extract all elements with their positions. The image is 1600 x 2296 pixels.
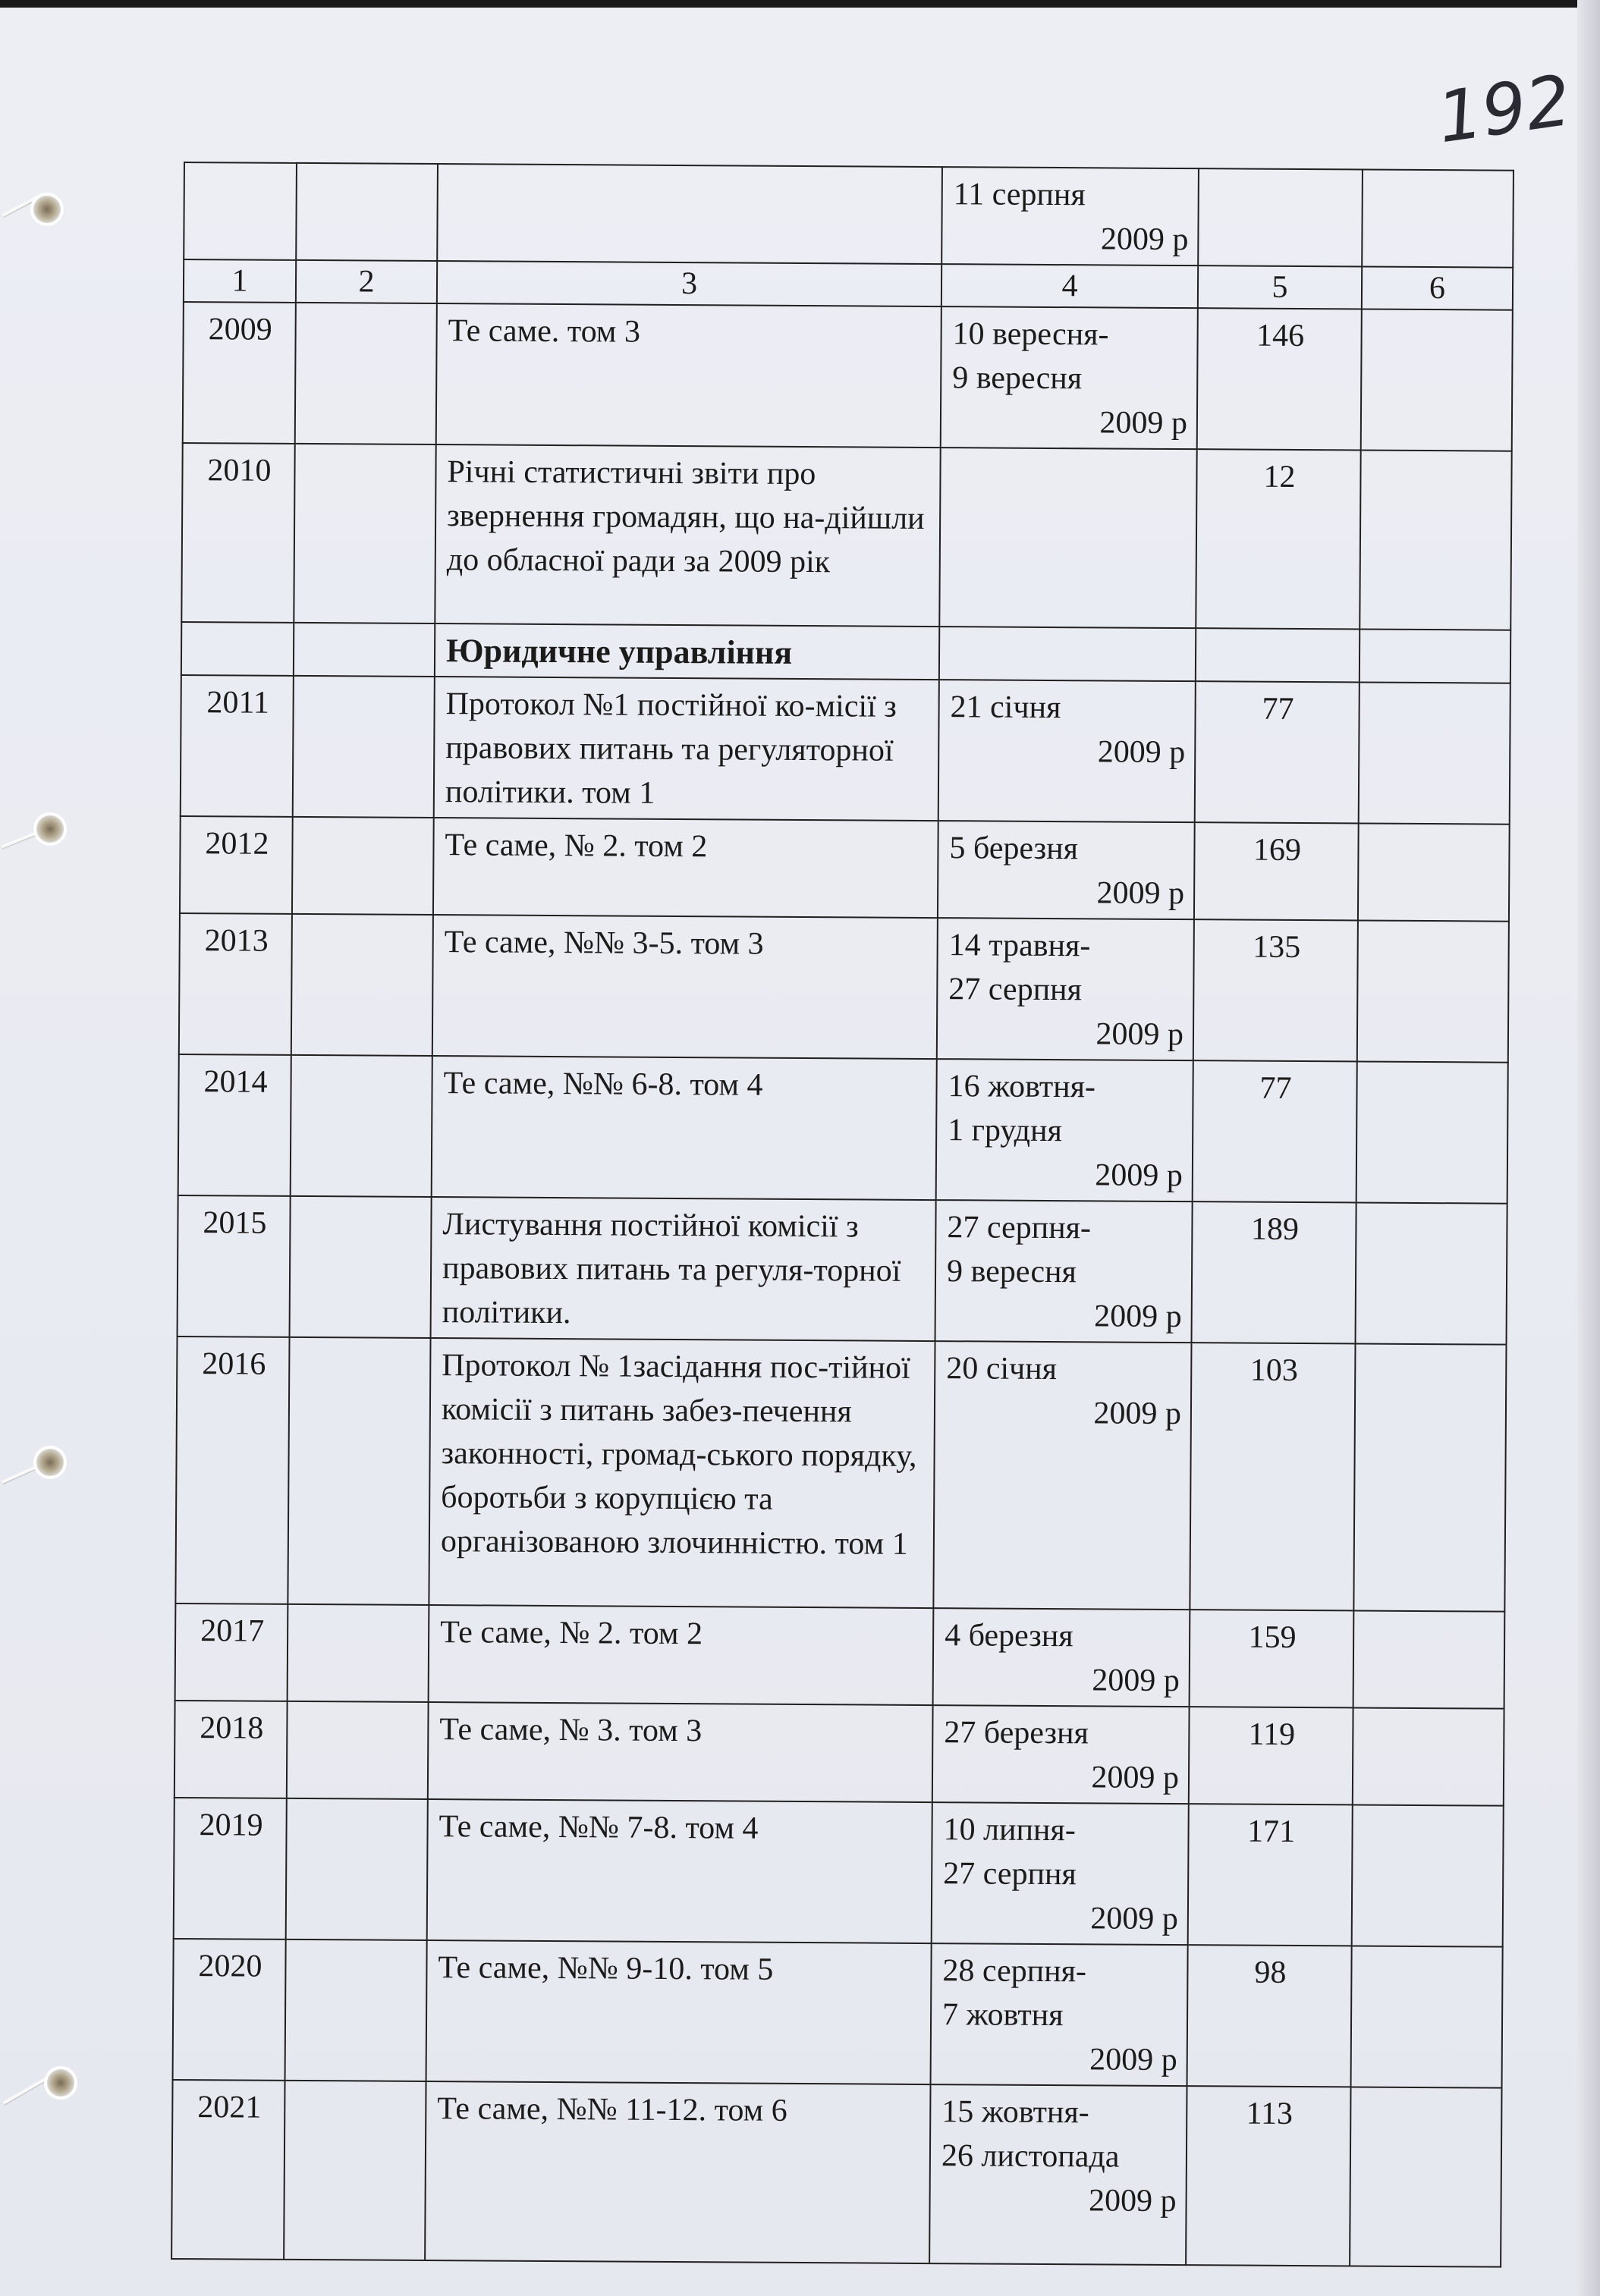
column-number: 1 [184, 259, 296, 303]
date-line: 10 липня- [943, 1812, 1076, 1848]
cell-sheets: 159 [1190, 1610, 1354, 1707]
cell-id: 2012 [180, 816, 293, 914]
cell-index [288, 1337, 430, 1605]
cell-title: Те саме, №№ 7-8. том 4 [427, 1799, 932, 1943]
cell-title: Те саме, №№ 6-8. том 4 [432, 1056, 937, 1200]
cell-index [286, 1798, 428, 1940]
cell-title: Протокол №1 постійної ко-місії з правових питань та регуляторної політики. том 1 [434, 677, 939, 821]
cell-index [294, 444, 435, 623]
date-line: 15 жовтня- [941, 2094, 1089, 2131]
cell-dates [936, 1059, 1193, 1201]
scan-top-edge [0, 0, 1600, 8]
table-row [178, 1054, 1508, 1204]
date-line: 26 листопада [941, 2138, 1120, 2175]
section-title: Юридичне управління [435, 623, 939, 680]
date-year: 2009 р [1092, 1663, 1180, 1699]
date-year: 2009 р [1094, 1299, 1182, 1335]
cell-title: Те саме, №№ 11-12. том 6 [425, 2081, 930, 2263]
binding-hole [33, 196, 61, 223]
cell-sheets: 98 [1187, 1945, 1352, 2087]
date-line: 27 серпня [948, 972, 1083, 1008]
cell-title: Те саме, №№ 9-10. том 5 [426, 1940, 932, 2084]
date-line: 16 жовтня- [948, 1069, 1096, 1105]
date-year: 2009 р [1093, 1396, 1182, 1432]
handwritten-page-number: 192 [1432, 59, 1576, 159]
column-number: 3 [437, 261, 941, 306]
date-line: 7 жовтня [941, 1997, 1064, 2034]
cell-title: Те саме, № 2. том 2 [433, 818, 938, 918]
cell-notes [1360, 629, 1510, 683]
cell-index [288, 1604, 429, 1702]
cell-sheets: 103 [1190, 1343, 1355, 1610]
cell-title: Листування постійної комісії з правових питань та регуля-торної політики. [431, 1197, 936, 1341]
cell-title: Те саме, № 2. том 2 [429, 1605, 934, 1705]
date-line: 11 серпня [953, 177, 1086, 213]
cell-dates [931, 1943, 1188, 2086]
cell-dates [938, 821, 1195, 919]
date-year: 2009 р [1090, 1901, 1179, 1937]
date-year: 2009 р [1099, 405, 1188, 441]
cell-id: 2015 [178, 1195, 291, 1337]
date-year: 2009 р [1095, 1016, 1184, 1053]
date-year: 2009 р [1091, 1760, 1180, 1796]
date-year: 2009 р [1095, 1157, 1183, 1194]
cell-notes [1351, 1946, 1503, 2087]
cell-sheets [1196, 628, 1360, 682]
column-number: 6 [1362, 266, 1513, 309]
cell-sheets: 77 [1195, 681, 1360, 823]
cell-dates [938, 680, 1196, 822]
cell-sheets: 189 [1192, 1201, 1356, 1343]
cell-id: 2009 [183, 302, 296, 444]
inventory-table [171, 162, 1514, 2268]
cell-dates [932, 1705, 1190, 1804]
cell-sheets: 12 [1196, 449, 1360, 629]
cell-notes [1356, 1061, 1508, 1203]
cell-notes [1361, 309, 1513, 451]
binding-hole [36, 815, 64, 843]
cell-id [184, 162, 297, 260]
cell-title: Річні статистичні звіти про звернення громадян, що на-дійшли до обласної ради за 2009 рік [435, 444, 940, 627]
table-row [171, 2080, 1501, 2267]
date-year: 2009 р [1100, 221, 1189, 258]
table-row [179, 913, 1509, 1063]
date-line: 1 грудня [948, 1113, 1063, 1149]
cell-notes [1350, 2087, 1501, 2266]
table-row [173, 1939, 1503, 2088]
table-row [174, 1701, 1504, 1806]
table-row [175, 1603, 1505, 1709]
cell-index [291, 914, 433, 1056]
cell-id: 2017 [175, 1603, 288, 1701]
cell-index [291, 1055, 432, 1197]
page-right-edge [1577, 0, 1600, 2296]
continued-row [184, 162, 1514, 268]
binding-hole [47, 2069, 74, 2097]
cell-title [437, 164, 942, 264]
table-row [180, 816, 1510, 922]
cell-id: 2014 [178, 1054, 291, 1196]
binding-hole [36, 1449, 64, 1476]
cell-index [285, 1940, 427, 2081]
date-line: 10 вересня- [952, 316, 1109, 353]
cell-notes [1353, 1610, 1505, 1708]
cell-notes [1359, 682, 1510, 824]
cell-index [296, 163, 438, 261]
section-row [181, 622, 1510, 683]
table-row [175, 1336, 1506, 1612]
cell-dates [932, 1802, 1189, 1945]
table-row [181, 675, 1510, 824]
table-row [174, 1798, 1504, 1947]
cell-dates [937, 918, 1194, 1060]
inventory-table-body [171, 162, 1514, 2267]
cell-notes [1353, 1707, 1504, 1805]
date-line: 14 травня- [948, 928, 1091, 964]
date-line: 28 серпня- [942, 1953, 1087, 1990]
column-number: 5 [1198, 265, 1362, 309]
cell-index [292, 817, 434, 915]
cell-notes [1352, 1804, 1504, 1946]
date-line: 9 вересня [946, 1254, 1077, 1290]
cell-notes [1362, 169, 1514, 267]
column-number: 2 [296, 260, 437, 303]
date-year: 2009 р [1089, 2042, 1177, 2078]
cell-id: 2011 [181, 675, 294, 817]
cell-dates [933, 1608, 1190, 1707]
table-row [181, 443, 1511, 630]
date-line: 4 березня [945, 1618, 1073, 1654]
cell-title: Те саме. том 3 [436, 303, 941, 448]
cell-sheets: 146 [1197, 308, 1362, 450]
cell-sheets: 77 [1193, 1060, 1357, 1202]
cell-notes [1358, 823, 1510, 921]
cell-sheets [1198, 168, 1363, 266]
cell-index [294, 623, 435, 677]
date-line: 9 вересня [952, 360, 1083, 397]
cell-notes [1353, 1343, 1506, 1611]
cell-dates [939, 448, 1196, 628]
cell-dates [929, 2084, 1187, 2265]
cell-sheets: 119 [1189, 1707, 1353, 1804]
cell-sheets: 169 [1194, 822, 1359, 920]
cell-title: Протокол № 1засідання пос-тійної комісії з питань забез-печення законності, громад-ського порядку, боротьби з корупцією та організованою злочинністю. том 1 [429, 1338, 935, 1608]
cell-dates [941, 167, 1199, 265]
cell-index [295, 303, 437, 444]
cell-dates [939, 627, 1196, 681]
column-number: 4 [941, 264, 1198, 308]
table-row [183, 302, 1513, 451]
cell-dates [933, 1341, 1191, 1610]
date-line: 20 січня [946, 1351, 1058, 1387]
cell-index [284, 2081, 426, 2260]
cell-title: Те саме, № 3. том 3 [428, 1702, 933, 1802]
date-line: 5 березня [949, 831, 1079, 867]
date-line: 27 серпня [943, 1856, 1077, 1892]
date-line: 27 березня [944, 1715, 1089, 1751]
cell-id: 2013 [179, 913, 292, 1055]
cell-title: Те саме, №№ 3-5. том 3 [432, 915, 938, 1059]
cell-id: 2010 [181, 443, 294, 623]
cell-dates [941, 306, 1198, 449]
cell-id: 2020 [173, 1939, 286, 2081]
date-year: 2009 р [1096, 875, 1185, 912]
cell-sheets: 135 [1193, 919, 1358, 1061]
cell-id: 2018 [174, 1701, 288, 1798]
cell-notes [1356, 1202, 1507, 1344]
date-year: 2009 р [1088, 2183, 1177, 2219]
cell-notes [1360, 450, 1511, 630]
cell-index [287, 1701, 429, 1799]
cell-index [293, 676, 435, 818]
cell-sheets: 113 [1186, 2086, 1350, 2266]
date-line: 27 серпня- [947, 1210, 1092, 1246]
table-row [178, 1195, 1507, 1345]
date-line: 21 січня [950, 689, 1061, 726]
cell-id: 2021 [171, 2080, 284, 2260]
cell-dates [935, 1200, 1193, 1343]
cell-notes [1357, 920, 1509, 1062]
binding-thread [2, 2078, 46, 2104]
cell-id [181, 622, 294, 676]
cell-sheets: 171 [1188, 1804, 1353, 1946]
date-year: 2009 р [1097, 734, 1186, 771]
cell-id: 2019 [174, 1798, 287, 1940]
cell-id: 2016 [175, 1336, 289, 1604]
cell-index [290, 1196, 432, 1338]
